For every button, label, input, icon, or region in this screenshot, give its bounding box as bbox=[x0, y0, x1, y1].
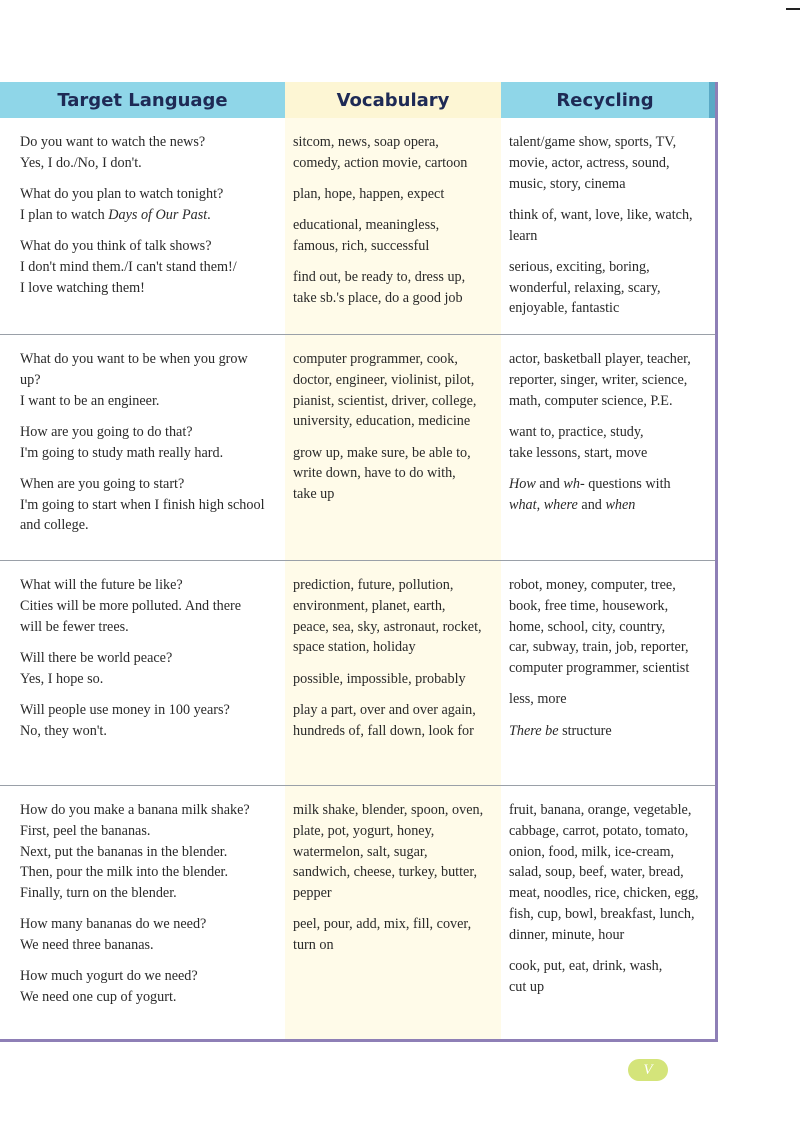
target-cell bbox=[20, 800, 278, 1018]
text-line: plan, hope, happen, expect bbox=[293, 185, 445, 202]
text-line: What will the future be like? bbox=[20, 577, 183, 593]
table-row bbox=[0, 785, 715, 1040]
text-block bbox=[20, 184, 278, 226]
text-line: famous, rich, successful bbox=[293, 237, 430, 254]
text-line: enjoyable, fantastic bbox=[509, 300, 620, 317]
text-line: turn on bbox=[293, 937, 334, 954]
text-line: What do you want to be when you grow bbox=[20, 351, 248, 367]
text-line: computer programmer, scientist bbox=[509, 660, 690, 677]
text-line: dinner, minute, hour bbox=[509, 926, 625, 943]
vocabulary-cell bbox=[293, 132, 493, 319]
text-line: When are you going to start? bbox=[20, 475, 185, 492]
text-line: hundreds of, fall down, look for bbox=[293, 722, 474, 739]
text-block bbox=[20, 800, 278, 904]
text-block bbox=[509, 721, 709, 742]
text-line: sandwich, cheese, turkey, butter, bbox=[293, 864, 478, 881]
text-line: I don't mind them./I can't stand them!/ bbox=[20, 258, 237, 275]
text-block bbox=[20, 474, 278, 536]
table-header bbox=[0, 82, 715, 118]
text-line: serious, exciting, boring, bbox=[509, 258, 650, 275]
table-row bbox=[0, 560, 715, 786]
text-block bbox=[293, 267, 493, 309]
table-row bbox=[0, 334, 715, 561]
text-line: university, education, medicine bbox=[293, 413, 471, 430]
text-block bbox=[509, 205, 709, 247]
target-cell bbox=[20, 132, 278, 309]
text-block bbox=[20, 132, 278, 174]
vocabulary-cell bbox=[293, 349, 493, 515]
text-block bbox=[293, 215, 493, 257]
text-line: How are you going to do that? bbox=[20, 423, 193, 440]
text-line: Yes, I hope so. bbox=[20, 670, 104, 687]
recycling-cell bbox=[509, 132, 709, 330]
vocabulary-cell bbox=[293, 800, 493, 966]
corner-mark bbox=[786, 8, 800, 10]
text-line: I plan to watch Days of Our Past. bbox=[20, 206, 211, 223]
text-line: Do you want to watch the news? bbox=[20, 134, 206, 150]
target-cell bbox=[20, 575, 278, 752]
text-line: I'm going to study math really hard. bbox=[20, 444, 224, 461]
text-line: educational, meaningless, bbox=[293, 217, 440, 234]
text-block bbox=[509, 474, 709, 516]
text-line: peace, sea, sky, astronaut, rocket, bbox=[293, 618, 482, 635]
header-recycling: Recycling bbox=[501, 82, 715, 118]
text-line: Next, put the bananas in the blender. bbox=[20, 843, 228, 860]
text-line: up? bbox=[20, 371, 41, 388]
text-block bbox=[509, 349, 709, 411]
text-line: actor, basketball player, teacher, bbox=[509, 351, 691, 367]
text-line: Finally, turn on the blender. bbox=[20, 885, 177, 902]
text-line: onion, food, milk, ice-cream, bbox=[509, 843, 675, 860]
text-block bbox=[293, 349, 493, 432]
text-block bbox=[293, 669, 493, 690]
text-line: salad, soup, beef, water, bread, bbox=[509, 864, 684, 881]
text-block bbox=[20, 422, 278, 464]
text-line: take up bbox=[293, 486, 335, 503]
text-line: There be structure bbox=[509, 722, 612, 739]
text-line: meat, noodles, rice, chicken, egg, bbox=[509, 885, 699, 902]
text-line: Cities will be more polluted. And there bbox=[20, 597, 242, 614]
text-line: What do you think of talk shows? bbox=[20, 237, 212, 254]
text-line: write down, have to do with, bbox=[293, 465, 456, 482]
text-block bbox=[509, 575, 709, 679]
text-line: book, free time, housework, bbox=[509, 597, 669, 614]
text-line: comedy, action movie, cartoon bbox=[293, 154, 468, 171]
text-line: less, more bbox=[509, 691, 567, 708]
recycling-cell bbox=[509, 349, 709, 526]
header-vocabulary: Vocabulary bbox=[285, 82, 501, 118]
text-line: and college. bbox=[20, 517, 89, 534]
text-line: prediction, future, pollution, bbox=[293, 577, 454, 593]
text-line: take lessons, start, move bbox=[509, 444, 648, 461]
text-line: What do you plan to watch tonight? bbox=[20, 185, 224, 202]
text-line: No, they won't. bbox=[20, 722, 107, 739]
text-line: space station, holiday bbox=[293, 639, 416, 656]
text-block bbox=[509, 132, 709, 194]
recycling-cell bbox=[509, 800, 709, 1008]
text-block bbox=[293, 914, 493, 956]
text-block bbox=[20, 700, 278, 742]
text-block bbox=[20, 349, 278, 411]
text-block bbox=[20, 914, 278, 956]
text-line: doctor, engineer, violinist, pilot, bbox=[293, 371, 475, 388]
text-line: talent/game show, sports, TV, bbox=[509, 134, 677, 150]
text-block bbox=[509, 689, 709, 710]
text-line: what, where and when bbox=[509, 496, 636, 513]
text-line: think of, want, love, like, watch, bbox=[509, 206, 693, 223]
text-block bbox=[293, 443, 493, 505]
text-line: How many bananas do we need? bbox=[20, 916, 207, 933]
text-line: How do you make a banana milk shake? bbox=[20, 802, 250, 818]
text-line: car, subway, train, job, reporter, bbox=[509, 639, 689, 656]
text-line: I love watching them! bbox=[20, 279, 145, 296]
vocabulary-cell bbox=[293, 575, 493, 752]
text-line: want to, practice, study, bbox=[509, 423, 644, 440]
text-line: watermelon, salt, sugar, bbox=[293, 843, 428, 860]
text-line: pianist, scientist, driver, college, bbox=[293, 392, 477, 409]
text-line: wonderful, relaxing, scary, bbox=[509, 279, 661, 296]
text-line: music, story, cinema bbox=[509, 175, 626, 192]
text-block bbox=[20, 648, 278, 690]
text-block bbox=[509, 956, 709, 998]
text-line: reporter, singer, writer, science, bbox=[509, 371, 688, 388]
text-block bbox=[20, 966, 278, 1008]
text-line: We need three bananas. bbox=[20, 937, 154, 954]
text-line: robot, money, computer, tree, bbox=[509, 577, 676, 593]
text-line: cut up bbox=[509, 978, 545, 995]
text-block bbox=[293, 184, 493, 205]
text-line: How much yogurt do we need? bbox=[20, 968, 198, 985]
header-target-language: Target Language bbox=[0, 82, 285, 118]
text-line: computer programmer, cook, bbox=[293, 351, 458, 367]
text-line: home, school, city, country, bbox=[509, 618, 666, 635]
text-line: fish, cup, bowl, breakfast, lunch, bbox=[509, 905, 695, 922]
text-line: I want to be an engineer. bbox=[20, 392, 160, 409]
text-line: cook, put, eat, drink, wash, bbox=[509, 957, 663, 974]
text-line: First, peel the bananas. bbox=[20, 822, 151, 839]
syllabus-table bbox=[0, 82, 718, 1042]
text-line: Then, pour the milk into the blender. bbox=[20, 864, 229, 881]
text-line: movie, actor, actress, sound, bbox=[509, 154, 670, 171]
text-line: take sb.'s place, do a good job bbox=[293, 289, 463, 306]
text-line: pepper bbox=[293, 885, 332, 902]
text-block bbox=[293, 132, 493, 174]
text-line: I'm going to start when I finish high school bbox=[20, 496, 265, 513]
text-line: environment, planet, earth, bbox=[293, 597, 446, 614]
text-line: plate, pot, yogurt, honey, bbox=[293, 822, 435, 839]
text-block bbox=[293, 700, 493, 742]
text-line: sitcom, news, soap opera, bbox=[293, 134, 439, 150]
text-line: peel, pour, add, mix, fill, cover, bbox=[293, 916, 472, 933]
text-line: possible, impossible, probably bbox=[293, 670, 466, 687]
text-line: play a part, over and over again, bbox=[293, 701, 476, 718]
text-block bbox=[509, 800, 709, 946]
text-line: cabbage, carrot, potato, tomato, bbox=[509, 822, 689, 839]
text-line: How and wh- questions with bbox=[509, 475, 671, 492]
text-block bbox=[509, 422, 709, 464]
text-line: Will there be world peace? bbox=[20, 649, 173, 666]
text-block bbox=[20, 236, 278, 298]
text-line: fruit, banana, orange, vegetable, bbox=[509, 802, 692, 818]
text-line: find out, be ready to, dress up, bbox=[293, 269, 466, 286]
page-number-badge: V bbox=[628, 1059, 668, 1081]
table-row bbox=[0, 118, 715, 334]
text-line: math, computer science, P.E. bbox=[509, 392, 673, 409]
text-line: We need one cup of yogurt. bbox=[20, 989, 177, 1006]
text-block bbox=[20, 575, 278, 637]
text-block bbox=[509, 257, 709, 319]
text-line: will be fewer trees. bbox=[20, 618, 129, 635]
text-line: milk shake, blender, spoon, oven, bbox=[293, 802, 484, 818]
text-block bbox=[293, 575, 493, 658]
text-line: learn bbox=[509, 227, 538, 244]
text-line: Will people use money in 100 years? bbox=[20, 701, 230, 718]
target-cell bbox=[20, 349, 278, 547]
text-line: grow up, make sure, be able to, bbox=[293, 444, 471, 461]
recycling-cell bbox=[509, 575, 709, 752]
text-block bbox=[293, 800, 493, 904]
text-line: Yes, I do./No, I don't. bbox=[20, 154, 142, 171]
